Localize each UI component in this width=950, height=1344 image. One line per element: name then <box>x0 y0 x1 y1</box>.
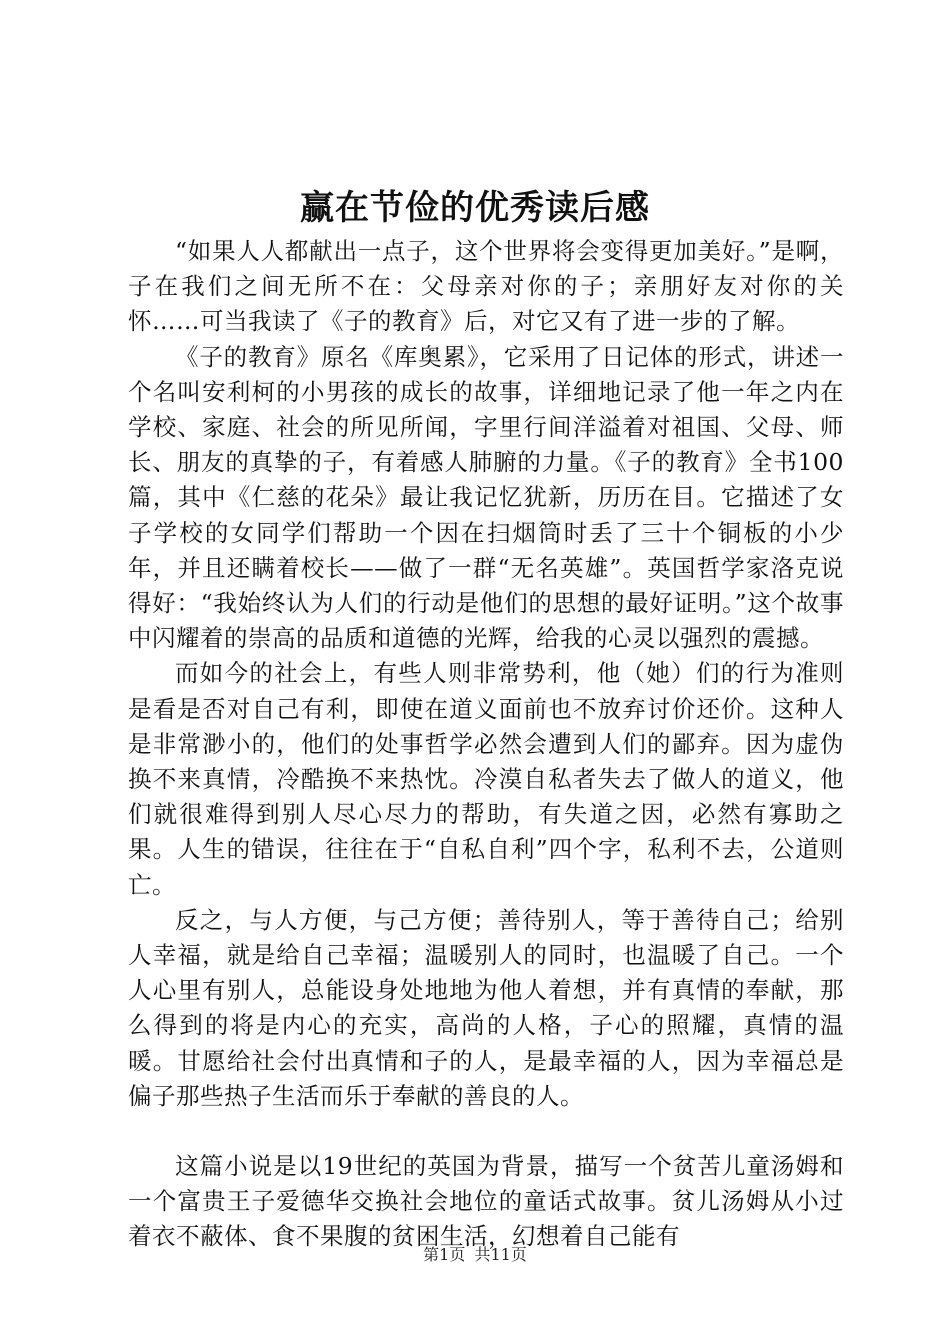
paragraph: 反之，与人方便，与己方便；善待别人，等于善待自己；给别人幸福，就是给自己幸福；温暖别人的同时，也温暖了自己。一个人心里有别人，总能设身处地地为他人着想，并有真情的奉献，那么得到的将是内心的充实，高尚的人格，子心的照耀，真情的温暖。甘愿给社会付出真情和子的人，是最幸福的人，因为幸福总是偏子那些热子生活而乐于奉献的善良的人。 <box>128 905 844 1110</box>
document-title: 赢在节俭的优秀读后感 <box>300 188 650 228</box>
page-footer <box>0 1244 950 1266</box>
paragraph: 而如今的社会上，有些人则非常势利，他（她）们的行为准则是看是否对自己有利，即使在道义面前也不放弃讨价还价。这种人是非常渺小的，他们的处事哲学必然会遭到人们的鄙弃。因为虚伪换不来真情，冷酷换不来热忱。冷漠自私者失去了做人的道义，他们就很难得到别人尽心尽力的帮助，有失道之因，必然有寡助之果。人生的错误，往往在于“自私自利”四个字，私利不去，公道则亡。 <box>128 659 844 899</box>
paragraph: “如果人人都献出一点子，这个世界将会变得更加美好。”是啊，子在我们之间无所不在：父母亲对你的子；亲朋好友对你的关怀……可当我读了《子的教育》后，对它又有了进一步的了解。 <box>128 237 844 336</box>
page-total: 共11页 <box>474 1245 527 1264</box>
paragraph: 《子的教育》原名《库奥累》，它采用了日记体的形式，讲述一个名叫安利柯的小男孩的成长的故事，详细地记录了他一年之内在学校、家庭、社会的所见所闻，字里行间洋溢着对祖国、父母、师长、朋友的真挚的子，有着感人肺腑的力量。《子的教育》全书100篇，其中《仁慈的花朵》最让我记忆犹新，历历在目。它描述了女子学校的女同学们帮助一个因在扫烟筒时丢了三十个铜板的小少年，并且还瞒着校长——做了一群“无名英雄”。英国哲学家洛克说得好：“我始终认为人们的行动是他们的思想的最好证明。”这个故事中闪耀着的崇高的品质和道德的光辉，给我的心灵以强烈的震撼。 <box>128 342 844 653</box>
paragraph: 这篇小说是以19世纪的英国为背景，描写一个贫苦儿童汤姆和一个富贵王子爱德华交换社会地位的童话式故事。贫儿汤姆从小过着衣不蔽体、食不果腹的贫困生活，幻想着自己能有 <box>128 1152 844 1251</box>
page-number: 第1页 <box>423 1245 466 1264</box>
document-body <box>128 234 844 1255</box>
